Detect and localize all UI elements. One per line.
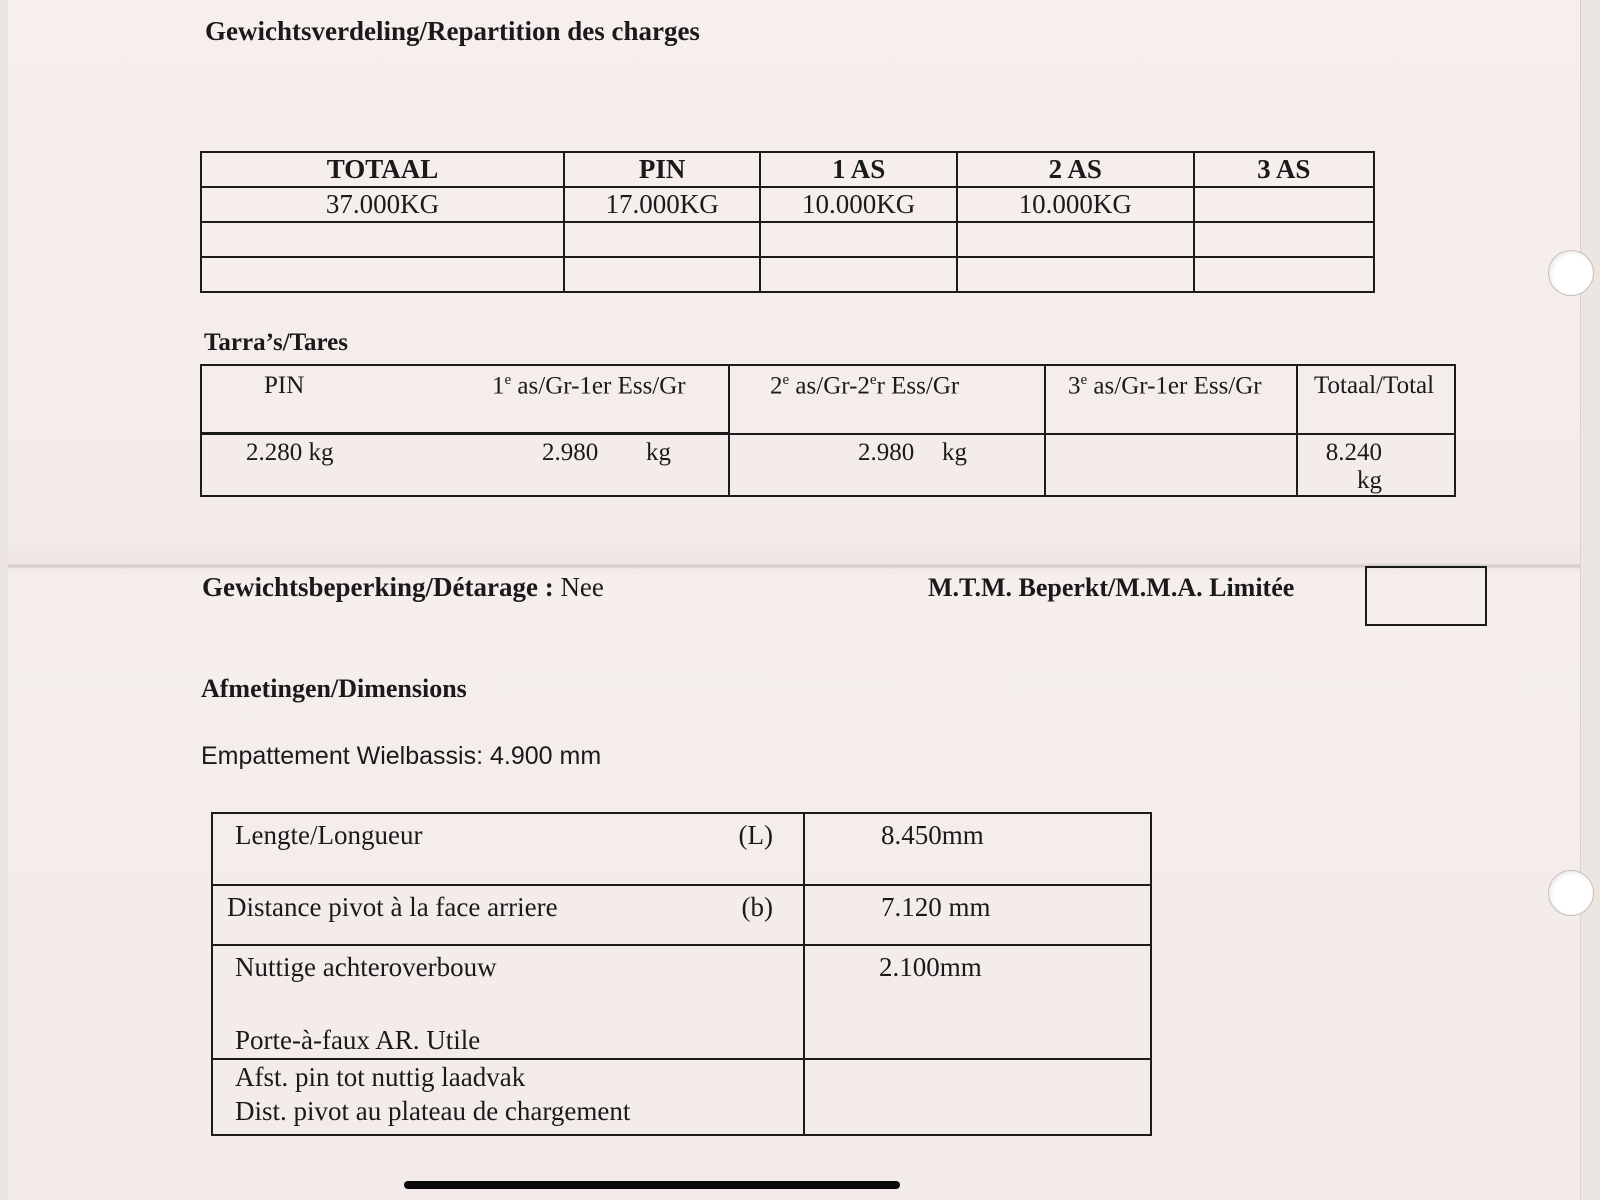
wheelbase-line: Empattement Wielbassis: 4.900 mm bbox=[201, 742, 602, 770]
header-1as: 1 AS bbox=[760, 152, 957, 187]
punch-hole bbox=[1548, 250, 1594, 296]
dim-label-cell bbox=[212, 885, 804, 945]
dim-label-overhang-fr: Porte-à-faux AR. Utile bbox=[235, 1025, 481, 1055]
tares-title: Tarra’s/Tares bbox=[204, 329, 348, 356]
dim-label-cell bbox=[212, 945, 804, 1059]
dim-value-length: 8.450mm bbox=[804, 813, 1151, 885]
tares-header-pin: PIN bbox=[264, 372, 305, 399]
table-row bbox=[201, 187, 1374, 222]
table-row bbox=[212, 813, 1151, 885]
cell-empty bbox=[957, 257, 1194, 292]
cell-empty bbox=[760, 257, 957, 292]
table-row bbox=[201, 222, 1374, 257]
cell-empty bbox=[201, 222, 564, 257]
dim-label-cell bbox=[212, 813, 804, 885]
table-row bbox=[212, 885, 1151, 945]
punch-hole bbox=[1548, 870, 1594, 916]
dim-value-loading bbox=[804, 1059, 1151, 1135]
table-row bbox=[201, 365, 1455, 434]
cell-empty bbox=[1194, 257, 1374, 292]
dim-label-loading-nl: Afst. pin tot nuttig laadvak bbox=[235, 1062, 526, 1092]
header-pin: PIN bbox=[564, 152, 761, 187]
mtm-label: M.T.M. Beperkt/M.M.A. Limitée bbox=[928, 573, 1295, 602]
dim-label-overhang-nl: Nuttige achteroverbouw bbox=[235, 952, 497, 982]
cell-empty bbox=[564, 222, 761, 257]
cell-3as bbox=[1194, 187, 1374, 222]
dim-label-cell bbox=[212, 1059, 804, 1135]
tares-table bbox=[200, 364, 1456, 497]
table-row bbox=[201, 152, 1374, 187]
tares-header-total: Totaal/Total bbox=[1297, 365, 1455, 434]
mtm-checkbox bbox=[1365, 566, 1487, 626]
tares-value-1as-unit: kg bbox=[646, 439, 671, 466]
dim-label-length: Lengte/Longueur bbox=[235, 820, 423, 850]
dimensions-title: Afmetingen/Dimensions bbox=[201, 674, 467, 703]
dim-value-pivot: 7.120 mm bbox=[804, 885, 1151, 945]
tares-header-1as: 1e as/Gr-1er Ess/Gr bbox=[492, 372, 686, 400]
tares-value-1as-number: 2.980 bbox=[542, 439, 599, 466]
cell-totaal: 37.000KG bbox=[201, 187, 564, 222]
tares-value-2as-unit: kg bbox=[942, 438, 967, 466]
cell-2as: 10.000KG bbox=[957, 187, 1194, 222]
dim-label-pivot: Distance pivot à la face arriere bbox=[227, 892, 558, 922]
superscript: e bbox=[1080, 372, 1088, 388]
charges-table bbox=[200, 151, 1375, 293]
cell-empty bbox=[1194, 222, 1374, 257]
tares-header-2as-text2: r Ess/Gr bbox=[876, 372, 960, 400]
table-row bbox=[212, 1059, 1151, 1135]
tares-value-pin-1as bbox=[201, 434, 729, 496]
cell-empty bbox=[957, 222, 1194, 257]
detarage-label: Gewichtsbeperking/Détarage : bbox=[202, 572, 554, 602]
tares-value-total: 8.240 kg bbox=[1297, 434, 1455, 496]
cell-pin: 17.000KG bbox=[564, 187, 761, 222]
page-title: Gewichtsverdeling/Repartition des charges bbox=[205, 16, 700, 46]
dim-label-loading-fr: Dist. pivot au plateau de chargement bbox=[235, 1096, 631, 1126]
tares-header-2as-text: as/Gr-2 bbox=[789, 372, 870, 400]
cell-1as: 10.000KG bbox=[760, 187, 957, 222]
detarage-value: Nee bbox=[560, 572, 604, 602]
paper-fold bbox=[8, 563, 1580, 569]
superscript: e bbox=[504, 372, 512, 388]
superscript: e bbox=[782, 372, 790, 388]
header-3as: 3 AS bbox=[1194, 152, 1374, 187]
header-totaal: TOTAAL bbox=[201, 152, 564, 187]
dim-value-overhang: 2.100mm bbox=[804, 945, 1151, 1059]
home-indicator[interactable] bbox=[404, 1181, 900, 1189]
dim-code-pivot: (b) bbox=[741, 892, 773, 922]
dimensions-table bbox=[211, 812, 1152, 1136]
cell-empty bbox=[760, 222, 957, 257]
tares-value-2as-number: 2.980 bbox=[858, 438, 915, 466]
header-2as: 2 AS bbox=[957, 152, 1194, 187]
tares-value-2as bbox=[729, 434, 1045, 496]
superscript: e bbox=[869, 372, 877, 388]
cell-empty bbox=[201, 257, 564, 292]
tares-header-1as-text: as/Gr-1er Ess/Gr bbox=[511, 372, 686, 400]
tares-header-2as: 2e as/Gr-2er Ess/Gr bbox=[729, 365, 1045, 434]
tares-header-3as-text: as/Gr-1er Ess/Gr bbox=[1087, 372, 1262, 400]
table-row bbox=[201, 257, 1374, 292]
table-row bbox=[212, 945, 1151, 1059]
detarage-line bbox=[202, 572, 604, 603]
tares-header-pin-1as bbox=[201, 365, 729, 434]
document-page bbox=[8, 0, 1581, 1200]
tares-header-3as: 3e as/Gr-1er Ess/Gr bbox=[1045, 365, 1297, 434]
table-row bbox=[201, 434, 1455, 496]
cell-empty bbox=[564, 257, 761, 292]
dim-code-length: (L) bbox=[738, 820, 773, 850]
tares-value-pin: 2.280 kg bbox=[246, 439, 334, 466]
tares-value-3as bbox=[1045, 434, 1297, 496]
